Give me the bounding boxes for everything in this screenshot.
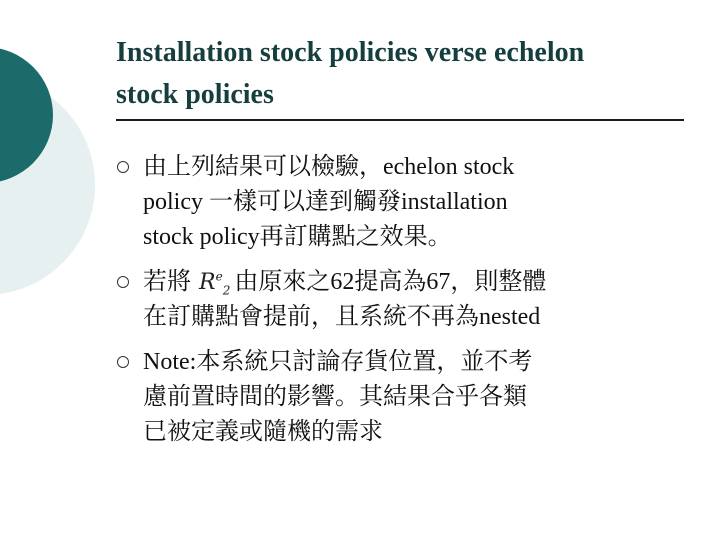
bullet-3-line-1: Note:本系統只討論存貨位置，並不考 xyxy=(143,349,533,375)
bullet-1-line-3: stock policy再訂購點之效果。 xyxy=(143,224,452,250)
bullet-3-line-3: 已被定義或隨機的需求 xyxy=(143,419,383,445)
bullet-item-1 xyxy=(116,150,616,255)
bullet-2-suffix: 由原來之62提高為67，則整體 xyxy=(234,269,547,295)
reorder-point-symbol xyxy=(199,265,230,300)
hollow-circle-bullet-icon xyxy=(117,161,129,173)
math-symbol-base: R xyxy=(199,270,216,295)
math-symbol-subscript: 2 xyxy=(222,283,231,298)
bullet-2-line-2: 在訂購點會提前，且系統不再為nested xyxy=(143,304,541,330)
slide-title-line-1: Installation stock policies verse echelon xyxy=(116,37,585,68)
title-underline xyxy=(116,119,684,121)
bullet-item-2 xyxy=(116,265,616,335)
slide-theme-decoration xyxy=(0,0,120,300)
math-symbol-superscript: e xyxy=(215,269,223,284)
bullet-2-prefix: 若將 xyxy=(143,269,191,295)
bullet-3-line-2: 慮前置時間的影響。其結果合乎各類 xyxy=(143,384,527,410)
slide-title xyxy=(116,32,696,116)
bullet-1-line-1: 由上列結果可以檢驗，echelon stock xyxy=(143,154,515,180)
hollow-circle-bullet-icon xyxy=(117,276,129,288)
bullet-item-3 xyxy=(116,345,616,450)
hollow-circle-bullet-icon xyxy=(117,356,129,368)
slide-title-line-2: stock policies xyxy=(116,79,274,110)
bullet-list xyxy=(116,150,616,460)
bullet-1-line-2: policy 一樣可以達到觸發installation xyxy=(143,189,508,215)
